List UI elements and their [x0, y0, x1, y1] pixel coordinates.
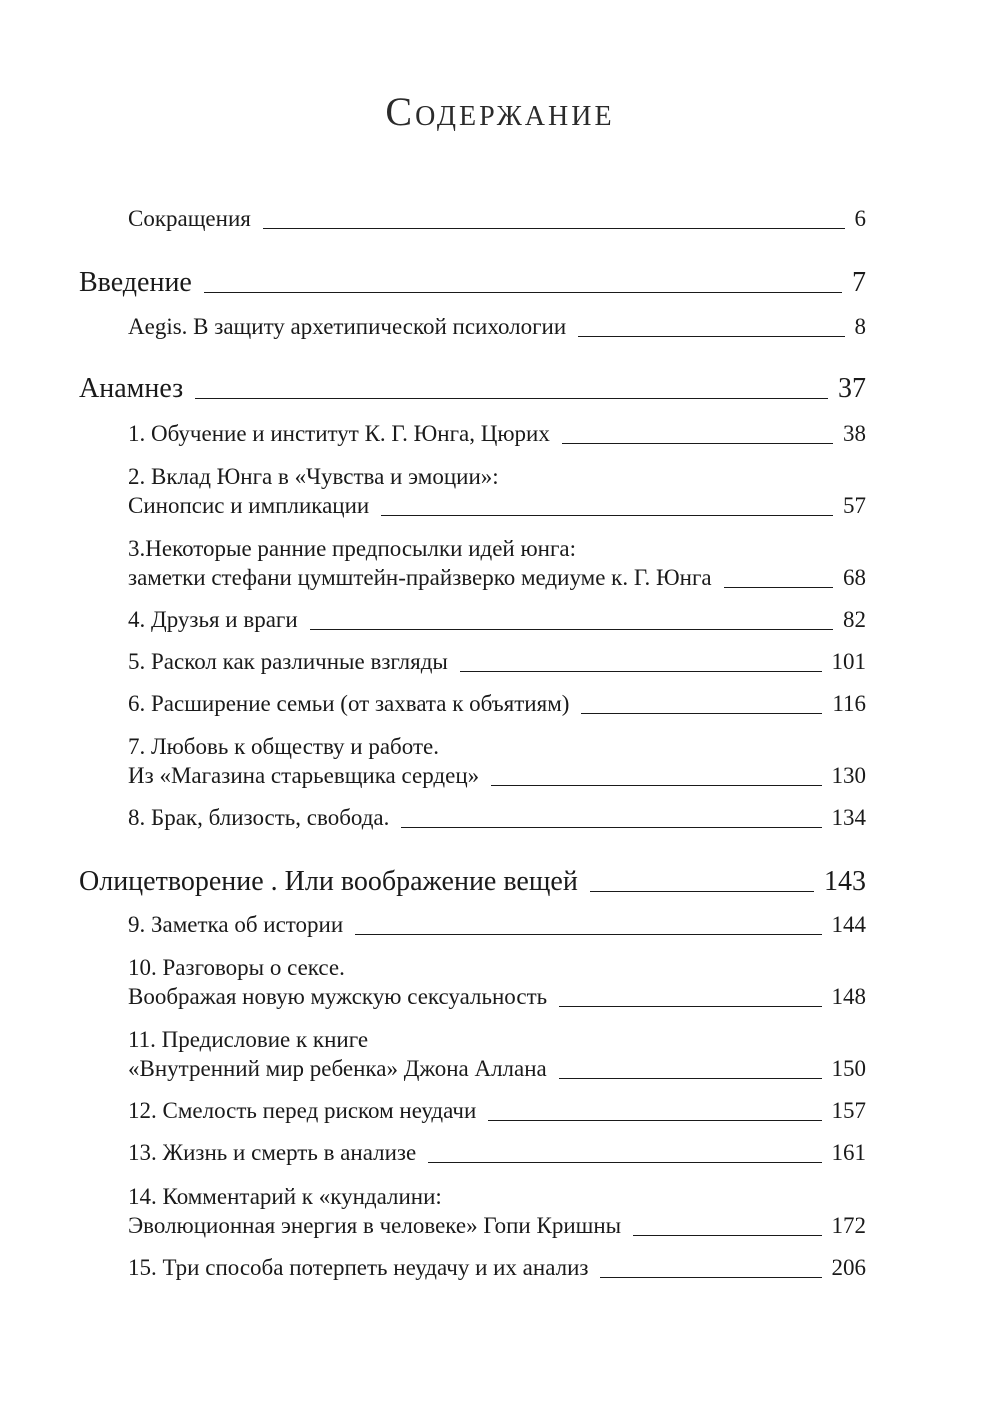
toc-entry-title: Сокращения: [128, 206, 251, 231]
leader-line: [600, 1277, 821, 1278]
toc-entry-title: 12. Смелость перед риском неудачи: [128, 1098, 477, 1123]
toc-entry-title: Эволюционная энергия в человеке» Гопи Кришны: [128, 1213, 622, 1238]
toc-entry-title-line1: 7. Любовь к обществу и работе.: [128, 734, 439, 759]
leader-line: [204, 292, 842, 293]
toc-page-number: 172: [831, 1213, 866, 1238]
toc-page-number: 161: [831, 1140, 866, 1165]
leader-line: [428, 1162, 821, 1163]
leader-line: [310, 629, 833, 630]
leader-line: [724, 587, 833, 588]
toc-entry-title: 5. Раскол как различные взгляды: [128, 649, 448, 674]
leader-line: [581, 713, 822, 714]
toc-entry-title: Из «Магазина старьевщика сердец»: [128, 763, 480, 788]
toc-entry-title-line1: 14. Комментарий к «кундалини:: [128, 1184, 442, 1209]
leader-line: [355, 934, 821, 935]
toc-page-number: 206: [831, 1255, 866, 1280]
leader-line: [633, 1235, 821, 1236]
toc-entry-title: «Внутренний мир ребенка» Джона Аллана: [128, 1056, 547, 1081]
leader-line: [195, 398, 828, 399]
toc-entry-title: 9. Заметка об истории: [128, 912, 344, 937]
toc-entry-title: 15. Три способа потерпеть неудачу и их анализ: [128, 1255, 589, 1280]
leader-line: [559, 1078, 822, 1079]
toc-page-number: 116: [832, 691, 866, 716]
toc-page-number: 8: [854, 314, 866, 339]
toc-page-number: 37: [838, 373, 866, 404]
toc-page-number: 6: [854, 206, 866, 231]
toc-entry-title: Воображая новую мужскую сексуальность: [128, 984, 548, 1009]
toc-entry-title-line1: 2. Вклад Юнга в «Чувства и эмоции»:: [128, 464, 499, 489]
toc-page-number: 130: [831, 763, 866, 788]
toc-entry-title: Анамнез: [79, 373, 184, 404]
toc-page-number: 144: [831, 912, 866, 937]
leader-line: [590, 891, 814, 892]
toc-page-number: 38: [843, 421, 866, 446]
toc-entry-title: Введение: [79, 267, 192, 298]
toc-page-number: 57: [843, 493, 866, 518]
toc-entry-title-line1: 10. Разговоры о сексе.: [128, 955, 345, 980]
leader-line: [559, 1006, 821, 1007]
page-title: Содержание: [385, 89, 615, 134]
toc-entry-title: Синопсис и импликации: [128, 493, 370, 518]
toc-entry-title: 8. Брак, близость, свобода.: [128, 805, 390, 830]
toc-page-number: 143: [824, 866, 866, 897]
leader-line: [263, 228, 845, 229]
leader-line: [562, 443, 833, 444]
toc-page-number: 7: [852, 267, 866, 298]
toc-page-number: 101: [831, 649, 866, 674]
toc-page-number: 134: [831, 805, 866, 830]
leader-line: [381, 515, 833, 516]
toc-entry-title: 1. Обучение и институт К. Г. Юнга, Цюрих: [128, 421, 550, 446]
leader-line: [460, 671, 822, 672]
toc-page-number: 150: [831, 1056, 866, 1081]
toc-entry-title: 4. Друзья и враги: [128, 607, 298, 632]
leader-line: [578, 336, 844, 337]
toc-page-number: 148: [831, 984, 866, 1009]
toc-page-number: 82: [843, 607, 866, 632]
leader-line: [488, 1120, 821, 1121]
leader-line: [401, 827, 821, 828]
toc-page-number: 68: [843, 565, 866, 590]
toc-page-number: 157: [831, 1098, 866, 1123]
leader-line: [491, 785, 821, 786]
toc-entry-title: Олицетворение . Или воображение вещей: [79, 866, 578, 897]
toc-entry-title-line1: 3.Некоторые ранние предпосылки идей юнга:: [128, 536, 576, 561]
toc-entry-title-line1: 11. Предисловие к книге: [128, 1027, 369, 1052]
toc-entry-title: заметки стефани цумштейн-прайзверко медиуме к. Г. Юнга: [128, 565, 712, 590]
toc-entry-title: Aegis. В защиту архетипической психологии: [128, 314, 567, 339]
toc-entry-title: 6. Расширение семьи (от захвата к объятиям): [128, 691, 570, 716]
toc-entry-title: 13. Жизнь и смерть в анализе: [128, 1140, 417, 1165]
